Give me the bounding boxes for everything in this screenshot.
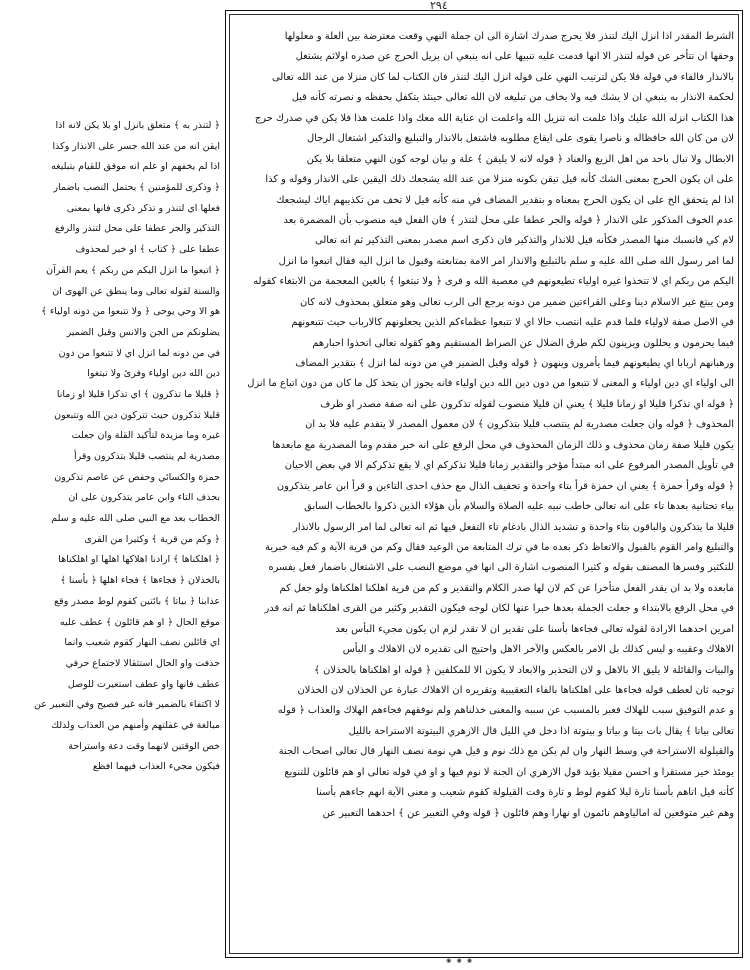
side-line: ﴿ قليلا ما تذكرون ﴾ اي تذكرا قليلا او زمانا	[56, 388, 220, 400]
main-line: للتكثير وفسرها المصنف بقوله و كثيرا المنصوب اشارة الى انها في موضع النصب على الاشتغال باضمار فعل يفسره	[268, 562, 734, 574]
side-line: اذا لم يخفهم او علم انه موفق للقيام بتبليغه	[51, 161, 220, 173]
main-line: في الاصل صفة لاولياء فلما قدم عليه انتصب حالا اي لا تتبعوا عظماءكم الذين يجعلونهم كالارباب حيث تتبعونهم	[291, 317, 734, 329]
page-number: ٢٩٤	[430, 0, 448, 12]
side-line: الخطاب بعد مع النبي صلى الله عليه و سلم	[51, 513, 220, 525]
main-line: بياء تحتانية بعدها تاء على انه تعالى خاطب نبيه عليه الصلاة والسلام بأن هؤلاء الذين ذكروا بالخطاب السابق	[304, 501, 734, 513]
side-line: في من دونه لما انزل اي لا تتبعوا من دون	[58, 347, 220, 359]
main-line: توجيه ثان لعطف قوله فجاءها على اهلكناها بالفاء التعقيبية وتقريره ان الاهلاك عبارة عن الخذلان لان الخذلان	[297, 685, 734, 696]
side-line: ﴿ اتبعوا ما انزل اليكم من ربكم ﴾ يعم القرآن	[46, 264, 220, 276]
side-line: خص الوقتين لانهما وقت دعة واستراحة	[68, 740, 220, 752]
main-line: تعالى بياتا ﴾ يقال بات بيتا و بياتا و بيتوتة اذا دخل في الليل قال الازهري البيتوتة الاستراحة بالليل	[348, 725, 734, 737]
main-line	[234, 885, 734, 905]
side-line: التذكير والجر عطفا على محل لتنذر والرفع	[54, 223, 220, 235]
main-line: يكون قليلا صفة زمان محذوف و ذلك الزمان المحذوف في محل الرفع على انه خبر مقدم وما المصدرية مع مابعدها	[272, 439, 734, 451]
main-line: في محل الرفع بالابتداء و جعلت الجملة بعدها خبرا عنها لكان لوجه فيكون التقدير وكثير من القرى اهلكناها ثم انه قدر	[264, 603, 734, 615]
side-line: مصدرية لم ينتصب قليلا بتذكرون وقرأ	[74, 451, 220, 462]
main-line: والقيلولة الاستراحة في وسط النهار وان لم يكن مع ذلك نوم و قيل هي نومة نصف النهار قال تعالى اصحاب الجنة	[278, 746, 734, 758]
main-line: ورهبانهم اربابا اي يطيعونهم فيما يأمرون وينهون ﴿ قوله وقيل الضمير في من دونه لما انزل ﴾ بتقدير المضاف	[295, 358, 734, 369]
main-line: كأنه قيل اتاهم بأسنا تارة ليلا كقوم لوط و تارة وقت القيلولة كقوم شعيب و معنى الآية انهم جاءهم بأسنا	[316, 787, 734, 799]
main-line: بالانذار فالفاء في قوله فلا يكن لترتيب النهي على قوله انزل اليك لتنذر فان الكتاب لما كان منزلا من عند الله تعالى	[272, 71, 734, 83]
side-line: ﴿ وذكرى للمؤمنين ﴾ يحتمل النصب باضمار	[53, 182, 220, 194]
side-line: فيكون مجيء العذاب فيهما افظع	[92, 761, 220, 773]
main-line: وهم غير متوقعين له امالياوهم نائمون او نهارا وهم قائلون ﴿ قوله وفي التعبير عن ﴾ احدهما التعبير عن	[322, 807, 734, 819]
main-line: لما امر رسول الله صلى الله عليه و سلم بالتبليغ والانذار امر الامة بمتابعته وقبول ما انزل اليه فقال اتبعوا ما انزل	[278, 255, 734, 267]
side-line: بالخذلان ﴿ فجاءها ﴾ فجاء اهلها ﴿ بأسنا ﴾	[60, 575, 220, 587]
main-line: مابعده ولا بد ان يقدر الفعل متأخرا عن كم لان لها صدر الكلام والتقدير و كم من قرية اهلكنا اهلكناها ولو جعل كم	[279, 582, 734, 594]
side-line: يضلونكم من الجن والانس وقيل الضمير	[66, 326, 220, 338]
main-line: اليكم من ربكم اي لا تتخذوا غيره اولياء تطيعونهم في معصية الله و فرى ﴿ ولا تبتغوا ﴾ بالغين المعجمة من الابتغاء كقوله	[253, 276, 734, 288]
main-line: لام كي فانسبك منها المصدر فكأنه قيل للانذار والتذكير فان ذكرى اسم مصدر بمعنى التذكير ثم انه تعالى	[315, 235, 734, 247]
main-line: والتبليغ وامر القوم بالقبول والاتعاظ ذكر بعده ما في ترك المتابعة من الوعيد فقال وكم من قرية الآية و كم فيه خبرية	[265, 541, 734, 553]
main-line: و عدم التوفيق سبب للهلاك فعبر بالمسبب عن سببه والمعنى خذلناهم ولم نوفقهم فجاءهم الهلاك والعذاب ﴿ قوله	[277, 705, 734, 717]
side-line: حمزة والكسائي وحفص عن عاصم تذكرون	[54, 471, 220, 483]
main-line: الاهلاك وعقيبه و ليس كذلك بل الامر بالعكس والآخر الاهل واحتيج الى تقديره لان الاهلاك و البأس	[342, 644, 734, 656]
main-line: ومن يبتغ غير الاسلام دينا وعلى القراءتين ضمير من دونه يرجع الى الرب تعالى وهو متعلق بمحذوف لانه كان	[299, 296, 734, 308]
side-line: والسنة لقوله تعالى وما ينطق عن الهوى ان	[52, 285, 220, 297]
main-column-commentary	[234, 27, 734, 947]
bottom-ornament: ⁕ ⁕ ⁕	[445, 957, 474, 967]
main-line: هذا الكتاب انزله الله عليك واذا علمت انه تنزيل الله واعلمت ان عناية الله معك واذا علمت هذا فلا يكن في صدرك حرج	[254, 112, 734, 124]
main-line: لان من كان الله حافظاله و ناصرا يقوى على ايقاع مطلوبه فاشتغل بالانذار والتبليغ والتذكير اشتغال الرجال	[307, 133, 734, 145]
main-line: والبيات والقائلة لا يليق الا بالاهل و لان التحذير والابعاد لا يكون الا للمكلفين ﴿ قوله او اهلكناها بالخذلان ﴾	[314, 664, 734, 676]
main-line: وحقها ان تتأخر عن قوله لتنذر الا انها قدمت عليه تنبيها على انه ينبغي ان يزيل الحرج عن صدره اولاثم يشتغل	[295, 51, 734, 63]
side-line: ﴿ اهلكناها ﴾ ارادنا اهلاكها اهلها او اهلكناها	[58, 554, 220, 566]
main-line: قليلا ما يتذكرون والباقون بتاء واحدة و تشديد الذال بادغام تاء التفعل فيها ثم انه تعالى لما امر الرسول بالانذار	[293, 521, 734, 533]
side-line: لا اكتفاء بالضمير فانه غير فصيح وفي التعبير عن	[34, 699, 220, 711]
main-text-frame	[225, 10, 743, 958]
main-line: ﴿ قوله وقرأ حمزة ﴾ يعني ان حمزة قرأ بتاء واحدة و تخفيف الذال مع حذف احدى التاءين و قرأ ابن عامر يتذكرون	[276, 480, 734, 492]
main-line	[234, 865, 734, 885]
main-line: ﴿ قوله اي تذكرا قليلا او زمانا قليلا ﴾ يعني ان قليلا منصوب لقوله تذكرون على انه صفة مصدر او ظرف	[320, 398, 734, 410]
side-line: دين الله دين اولياء وفرئ ولا تبتغوا	[87, 368, 220, 380]
main-line: امرين احدهما الارادة لقوله تعالى فجاءها بأسنا على تقدير ان لا تقدر لزم ان يكون مجيء البأس بعد	[335, 623, 734, 635]
side-line: عذابنا ﴿ بياتا ﴾ بائتين كقوم لوط مصدر وقع	[54, 595, 220, 607]
main-line: الى اولياء اي دين اولياء و المعنى لا تتبعوا من دون دين الله دين اولياء فانه يجوز ان يتخذ كل ما كان من دون اتباع ما انزل	[247, 378, 734, 390]
side-line: بحذف التاء وابن عامر يتذكرون على ان	[68, 492, 220, 504]
main-line: على ان يكون الحرج بمعنى الشك كأنه قيل تيقن بكونه منزلا من عند الله يشجعك ذلك اليقين على الانذار وقوله و كذا	[265, 174, 734, 186]
side-line: حذفت واو الحال استثقالا لاجتماع حرفي	[65, 657, 220, 669]
side-line: ﴿ لتنذر به ﴾ متعلق بانزل او بلا يكن لانه اذا	[55, 120, 220, 131]
main-line	[234, 906, 734, 926]
main-line: المحذوف ﴿ قوله وان جعلت مصدرية لم ينتصب قليلا بتذكرون ﴾ لان معمول المصدر لا يتقدم عليه فلا بد ان	[305, 419, 734, 431]
main-line: فيما يحرمون و يحللون ويزينون لكم طرق الضلال عن الصراط المستقيم وهو كقوله تعالى اتخذوا احبارهم	[312, 337, 734, 349]
main-line: اذا لم يتحقق الخ على ان يكون الحرج بمعناه و بتقدير المضاف في منه كأنه قيل لا تخف من تكذيبهم اياك ليشجعك	[276, 194, 734, 206]
side-line: عطف فانها واو عطف استعيرت للوصل	[67, 678, 220, 690]
side-line: غيره وما مزيدة لتأكيد القلة وان جعلت	[71, 430, 220, 442]
main-line	[234, 824, 734, 844]
main-line: في تأويل المصدر المرفوع على انه مبتدأ مؤخر والتقدير زمانا قليلا تذكركم اي لا يقع تذكركم الا في بعض الاحيان	[284, 460, 734, 472]
side-line: مبالغة في غفلتهم وأمنهم من العذاب ولذلك	[51, 719, 220, 731]
side-column-commentary	[8, 116, 220, 778]
side-line: موقع الحال ﴿ او هم قائلون ﴾ عطف عليه	[59, 616, 220, 628]
main-line	[234, 926, 734, 946]
main-line	[234, 845, 734, 865]
side-line: فعلها اي لتنذر و تذكر ذكرى فانها بمعنى	[66, 202, 220, 214]
main-line: عدم الخوف المذكور على الانذار ﴿ قوله والجر عطفا على محل لتنذر ﴾ فان الفعل فيه منصوب بأن المضمرة بعد	[283, 214, 734, 226]
main-line: الشرط المقدر اذا انزل اليك لتنذر فلا يحرج صدرك اشارة الى ان جملة النهي وقعت معترضة بين العلة و معلولها	[284, 31, 734, 42]
side-line: ﴿ وكم من قرية ﴾ وكثيرا من القرى	[84, 533, 220, 545]
main-line: لحكمة الانذار به ينبغي ان لا يشك فيه ولا يخاف من تبليغه لان الله تعالى حينئذ يتكفل بحفظه و نصرته كأنه قيل	[291, 92, 734, 104]
side-line: هو الا وحي يوحى ﴿ ولا تتبعوا من دونه اولياء ﴾	[41, 306, 220, 318]
main-line: الابطال ولا تبال باحد من اهل الزيغ والعناد ﴿ قوله لانه لا يليقن ﴾ علة و بيان لوجه كون النهي متعلقا بلا يكن	[306, 153, 734, 165]
side-line: قليلا تذكرون حيث تتركون دين الله وتتبعون	[54, 409, 220, 421]
main-line: يومئذ خير مستقرا و احسن مقيلا يؤيد قول الازهري ان الجنة لا نوم فيها و او في قوله تعالى او هم قائلون للتنويع	[284, 766, 734, 778]
side-line: عطفا على ﴿ كتاب ﴾ او خبر لمحذوف	[75, 244, 220, 256]
side-line: اي قائلين نصف النهار كقوم شعيب وانما	[64, 637, 220, 649]
side-line: ايقن انه من عند الله جسر على الانذار وكذا	[52, 140, 220, 152]
